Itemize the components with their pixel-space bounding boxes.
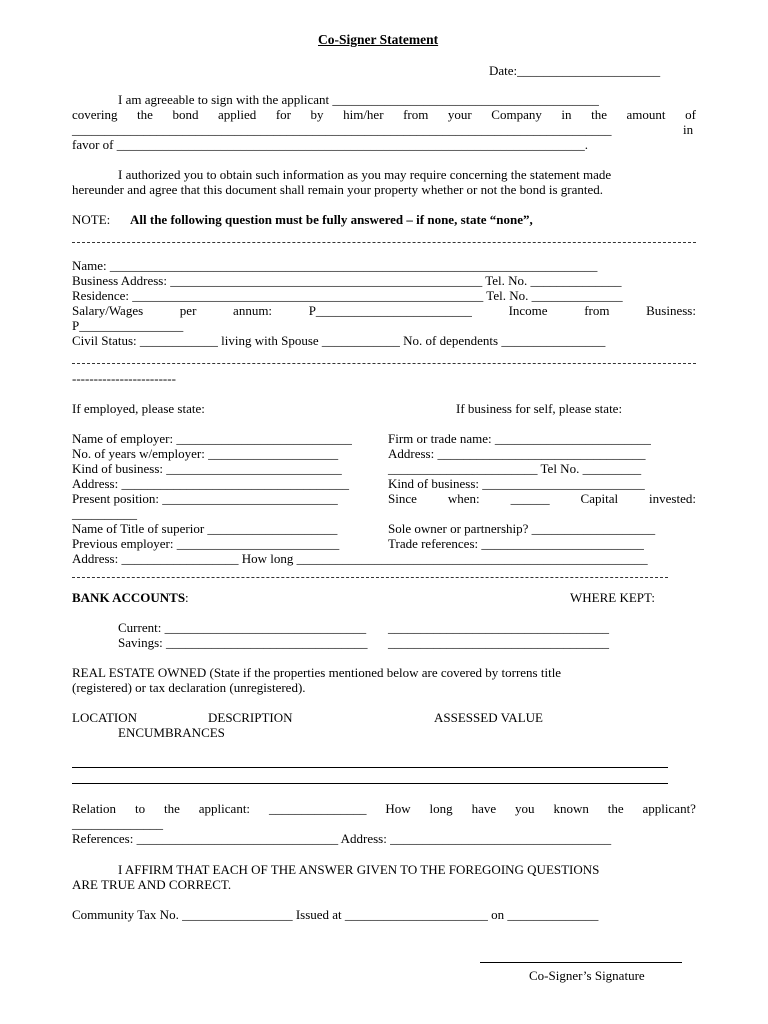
section-divider [72, 577, 668, 578]
word: long [429, 801, 453, 816]
employer-address-field[interactable]: Address: ___________________________________ [72, 476, 349, 491]
in-word: in [683, 122, 694, 137]
affirmation-line-2: ARE TRUE AND CORRECT. [72, 877, 232, 892]
affirmation-line-1: I AFFIRM THAT EACH OF THE ANSWER GIVEN TO THE FOREGOING QUESTIONS [118, 862, 600, 877]
name-field[interactable]: Name: ___________________________________________________________________________ [72, 258, 598, 273]
word: the [163, 801, 180, 816]
favor-of-line[interactable]: favor of ________________________________________________________________________. [72, 137, 589, 152]
references-field[interactable]: References: _______________________________ Address: __________________________________ [72, 831, 612, 846]
date-field[interactable]: Date:______________________ [489, 63, 661, 78]
employer-name-field[interactable]: Name of employer: ___________________________ [72, 431, 352, 446]
agreement-line-2 [72, 107, 696, 122]
real-estate-blank-line[interactable] [72, 783, 668, 784]
savings-account-field[interactable]: Savings: _______________________________ [118, 635, 368, 650]
trade-references-field[interactable]: Trade references: _________________________ [388, 536, 644, 551]
self-business-heading: If business for self, please state: [456, 401, 623, 416]
word: applicant: [198, 801, 251, 816]
relation-blank[interactable]: _______________ [268, 801, 367, 816]
word: How [385, 801, 411, 816]
word: Capital [580, 491, 619, 506]
word: applied [218, 107, 257, 122]
firm-name-field[interactable]: Firm or trade name: ________________________ [388, 431, 651, 446]
since-blank[interactable]: ______ [510, 491, 550, 506]
present-position-field[interactable]: Present position: ___________________________ [72, 491, 338, 506]
word: by [310, 107, 324, 122]
word: in [561, 107, 572, 122]
business-address-field[interactable]: Business Address: ________________________________________________ Tel. No. ______________ [72, 273, 622, 288]
word: amount [626, 107, 666, 122]
word: Relation [72, 801, 117, 816]
community-tax-line[interactable]: Community Tax No. _________________ Issued at ______________________ on ______________ [72, 907, 599, 922]
note-label: NOTE: [72, 212, 111, 227]
word: for [275, 107, 291, 122]
previous-employer-field[interactable]: Previous employer: _________________________ [72, 536, 340, 551]
present-position-cont[interactable]: __________ [72, 506, 137, 521]
firm-tel-field[interactable]: _______________________ Tel No. _________ [388, 461, 642, 476]
word: known [553, 801, 589, 816]
real-estate-line-1: REAL ESTATE OWNED (State if the properties mentioned below are covered by torrens title [72, 665, 562, 680]
authorization-line-1: I authorized you to obtain such information as you may require concerning the statement made [118, 167, 612, 182]
column-location: LOCATION [72, 710, 137, 725]
superior-title-field[interactable]: Name of Title of superior ____________________ [72, 521, 338, 536]
word: to [134, 801, 146, 816]
word: the [607, 801, 624, 816]
employed-heading: If employed, please state: [72, 401, 205, 416]
current-account-field[interactable]: Current: _______________________________ [118, 620, 367, 635]
signature-line[interactable] [480, 962, 682, 963]
bank-accounts-heading [72, 590, 189, 605]
word: when: [447, 491, 480, 506]
word: Company [491, 107, 542, 122]
divider-continuation: ------------------------ [72, 371, 176, 386]
column-description: DESCRIPTION [208, 710, 293, 725]
firm-address-field[interactable]: Address: ________________________________ [388, 446, 646, 461]
column-encumbrances: ENCUMBRANCES [118, 725, 225, 740]
word: him/her [343, 107, 384, 122]
word: per [179, 303, 197, 318]
word: the [137, 107, 153, 122]
word: Salary/Wages [72, 303, 144, 318]
word: have [471, 801, 497, 816]
ownership-field[interactable]: Sole owner or partnership? ___________________ [388, 521, 656, 536]
known-duration-blank[interactable]: ______________ [72, 816, 163, 831]
word: the [591, 107, 607, 122]
word: Since [388, 491, 417, 506]
salary-blank[interactable]: P________________________ [308, 303, 472, 318]
note-text: All the following question must be fully answered – if none, state “none”, [130, 212, 533, 227]
bank-heading-text: BANK ACCOUNTS [72, 590, 186, 605]
real-estate-blank-line[interactable] [72, 767, 668, 768]
current-where-kept-field[interactable]: __________________________________ [388, 620, 609, 635]
since-when-line[interactable] [388, 491, 696, 506]
real-estate-line-2: (registered) or tax declaration (unregistered). [72, 680, 306, 695]
agreement-line-1: I am agreeable to sign with the applicant _________________________________________ [118, 92, 599, 107]
word: annum: [233, 303, 273, 318]
relation-line[interactable] [72, 801, 696, 816]
civil-status-line[interactable]: Civil Status: ____________ living with Spouse ____________ No. of dependents ________________ [72, 333, 606, 348]
amount-blank[interactable]: ___________________________________________________________________________________ [72, 122, 612, 137]
column-assessed-value: ASSESSED VALUE [434, 710, 543, 725]
address-how-long-field[interactable]: Address: __________________ How long ______________________________________________________ [72, 551, 648, 566]
word: you [515, 801, 535, 816]
employer-kind-of-business-field[interactable]: Kind of business: ___________________________ [72, 461, 342, 476]
years-with-employer-field[interactable]: No. of years w/employer: ____________________ [72, 446, 339, 461]
business-income-blank[interactable]: P________________ [72, 318, 184, 333]
word: bond [172, 107, 199, 122]
authorization-line-2: hereunder and agree that this document shall remain your property whether or not the bond is granted. [72, 182, 604, 197]
word: applicant? [642, 801, 696, 816]
section-divider [72, 242, 696, 243]
residence-field[interactable]: Residence: ______________________________________________________ Tel. No. ______________ [72, 288, 623, 303]
salary-line[interactable] [72, 303, 696, 318]
where-kept-heading: WHERE KEPT: [570, 590, 655, 605]
document-title: Co-Signer Statement [318, 32, 439, 47]
word: Business: [646, 303, 696, 318]
word: from [584, 303, 610, 318]
word: of [685, 107, 696, 122]
bank-heading-colon: : [185, 590, 189, 605]
word: covering [72, 107, 118, 122]
word: invested: [649, 491, 696, 506]
firm-kind-of-business-field[interactable]: Kind of business: _________________________ [388, 476, 645, 491]
section-divider [72, 363, 696, 364]
word: your [447, 107, 472, 122]
savings-where-kept-field[interactable]: __________________________________ [388, 635, 609, 650]
signature-label: Co-Signer’s Signature [529, 968, 645, 983]
word: from [403, 107, 429, 122]
word: Income [508, 303, 548, 318]
